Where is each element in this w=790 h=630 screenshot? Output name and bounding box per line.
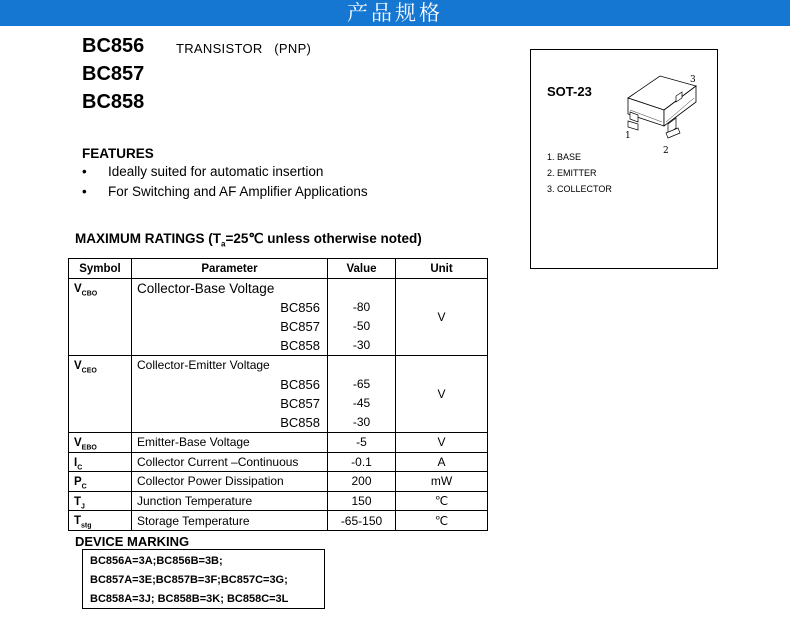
sot23-package-icon xyxy=(616,66,716,161)
unit-cell: V xyxy=(396,433,488,453)
package-info-box xyxy=(530,49,718,269)
symbol-cell: $V_{CBO}$ xyxy=(69,279,132,356)
features-list xyxy=(82,163,368,203)
table-row-tj xyxy=(69,491,488,511)
table-row-vcbo xyxy=(69,279,488,356)
table-row-pc xyxy=(69,472,488,492)
device-marking-heading: DEVICE MARKING xyxy=(75,534,190,549)
unit-cell: V xyxy=(396,356,488,433)
unit-cell: A xyxy=(396,452,488,472)
value-cell: -80 -50 -30 xyxy=(328,279,396,356)
marking-line: BC856A=3A;BC856B=3B; xyxy=(90,555,223,567)
pin-label-collector: 3. COLLECTOR xyxy=(547,184,612,194)
device-marking-box xyxy=(82,549,325,609)
table-row-vebo xyxy=(69,433,488,453)
parameter-cell: Collector Power Dissipation xyxy=(132,472,328,492)
marking-line: BC858A=3J; BC858B=3K; BC858C=3L xyxy=(90,593,289,605)
parameter-cell: Collector-Emitter Voltage BC856 BC857 BC858 xyxy=(132,356,328,433)
pin-1-number: 1 xyxy=(625,131,631,141)
max-ratings-table xyxy=(68,258,488,531)
part-number-bc856: BC856 xyxy=(82,35,145,57)
unit-cell: ℃ xyxy=(396,511,488,531)
symbol-cell: $V_{CEO}$ xyxy=(69,356,132,433)
pin-label-emitter: 2. EMITTER xyxy=(547,168,597,178)
package-name: SOT-23 xyxy=(547,84,592,99)
col-header-symbol: Symbol xyxy=(69,259,132,279)
pin-list xyxy=(547,151,612,199)
part-number-bc857: BC857 xyxy=(82,63,145,85)
symbol-cell: $V_{EBO}$ xyxy=(69,433,132,453)
value-cell: -0.1 xyxy=(328,452,396,472)
symbol-cell: $P_C$ xyxy=(69,472,132,492)
value-cell: -65 -45 -30 xyxy=(328,356,396,433)
col-header-value: Value xyxy=(328,259,396,279)
max-ratings-heading: MAXIMUM RATINGS ($T_a=25℃$ unless otherwise noted) xyxy=(75,231,422,249)
feature-item: • For Switching and AF Amplifier Applications xyxy=(82,183,368,203)
table-header-row xyxy=(69,259,488,279)
unit-cell: ℃ xyxy=(396,491,488,511)
table-row-ic xyxy=(69,452,488,472)
value-cell: -65-150 xyxy=(328,511,396,531)
device-type-label: TRANSISTOR (PNP) xyxy=(176,41,312,56)
feature-item: • Ideally suited for automatic insertion xyxy=(82,163,368,183)
features-heading: FEATURES xyxy=(82,146,154,161)
parameter-cell: Collector-Base Voltage BC856 BC857 BC858 xyxy=(132,279,328,356)
pin-label-base: 1. BASE xyxy=(547,152,582,162)
symbol-cell: $T_{stg}$ xyxy=(69,511,132,531)
parameter-cell: Emitter-Base Voltage xyxy=(132,433,328,453)
page-header-banner: 产品规格 xyxy=(0,0,790,26)
value-cell: 200 xyxy=(328,472,396,492)
unit-cell: mW xyxy=(396,472,488,492)
value-cell: -5 xyxy=(328,433,396,453)
pin-3-number: 3 xyxy=(690,75,696,85)
unit-cell: V xyxy=(396,279,488,356)
table-row-vceo xyxy=(69,356,488,433)
part-number-bc858: BC858 xyxy=(82,91,145,113)
col-header-unit: Unit xyxy=(396,259,488,279)
parameter-cell: Junction Temperature xyxy=(132,491,328,511)
symbol-cell: $I_C$ xyxy=(69,452,132,472)
symbol-cell: $T_J$ xyxy=(69,491,132,511)
marking-line: BC857A=3E;BC857B=3F;BC857C=3G; xyxy=(90,574,288,586)
col-header-parameter: Parameter xyxy=(132,259,328,279)
value-cell: 150 xyxy=(328,491,396,511)
table-row-tstg xyxy=(69,511,488,531)
parameter-cell: Storage Temperature xyxy=(132,511,328,531)
pin-2-number: 2 xyxy=(663,146,669,156)
parameter-cell: Collector Current –Continuous xyxy=(132,452,328,472)
